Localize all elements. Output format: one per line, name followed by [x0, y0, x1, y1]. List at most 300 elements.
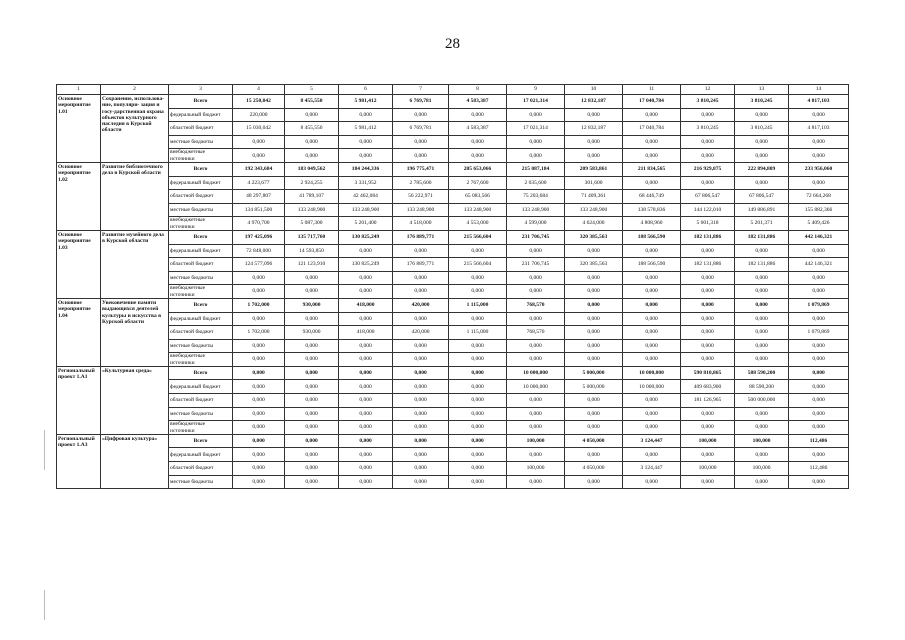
- amount-cell: 197 425,096: [233, 230, 285, 244]
- funding-source-cell: Всего: [169, 434, 233, 448]
- amount-cell: 0,000: [789, 475, 849, 489]
- amount-cell: 0,000: [449, 475, 507, 489]
- amount-cell: 0,000: [565, 298, 623, 312]
- amount-cell: 1 702,000: [233, 298, 285, 312]
- amount-cell: 0,000: [565, 244, 623, 258]
- amount-cell: 100,000: [681, 434, 735, 448]
- amount-cell: 56 222,971: [393, 190, 449, 204]
- table-row: [57, 95, 849, 109]
- amount-cell: 0,000: [393, 448, 449, 462]
- activity-name-cell: «Культурная среда»: [101, 366, 169, 434]
- amount-cell: 0,000: [449, 421, 507, 435]
- amount-cell: 134 851,500: [233, 203, 285, 217]
- funding-source-cell: внебюджетные источники: [169, 285, 233, 299]
- amount-cell: 0,000: [233, 407, 285, 421]
- amount-cell: 0,000: [565, 394, 623, 408]
- activity-name-cell: «Цифровая культура»: [101, 434, 169, 488]
- amount-cell: 0,000: [681, 421, 735, 435]
- amount-cell: 155 882,366: [789, 203, 849, 217]
- amount-cell: 4 050,000: [565, 462, 623, 476]
- amount-cell: 0,000: [285, 434, 339, 448]
- amount-cell: 0,000: [339, 448, 393, 462]
- amount-cell: 0,000: [285, 285, 339, 299]
- amount-cell: 0,000: [285, 135, 339, 149]
- amount-cell: 0,000: [623, 271, 681, 285]
- amount-cell: 5 981,412: [339, 122, 393, 136]
- amount-cell: 3 810,245: [735, 95, 789, 109]
- amount-cell: 0,000: [565, 475, 623, 489]
- amount-cell: 0,000: [735, 271, 789, 285]
- amount-cell: 0,000: [393, 462, 449, 476]
- amount-cell: 0,000: [339, 244, 393, 258]
- amount-cell: 100,000: [507, 462, 565, 476]
- amount-cell: 0,000: [789, 339, 849, 353]
- funding-source-cell: местные бюджеты: [169, 407, 233, 421]
- amount-cell: 0,000: [393, 108, 449, 122]
- amount-cell: 215 087,184: [507, 162, 565, 176]
- amount-cell: 1 702,000: [233, 326, 285, 340]
- funding-source-cell: областной бюджет: [169, 394, 233, 408]
- amount-cell: 0,000: [735, 135, 789, 149]
- activity-name-cell: Развитие библиотечного дела в Курской области: [101, 162, 169, 230]
- amount-cell: 0,000: [233, 462, 285, 476]
- amount-cell: 0,000: [449, 353, 507, 367]
- funding-source-cell: областной бюджет: [169, 122, 233, 136]
- amount-cell: 0,000: [393, 380, 449, 394]
- amount-cell: 0,000: [735, 176, 789, 190]
- amount-cell: 418,000: [339, 326, 393, 340]
- amount-cell: 65 083,566: [449, 190, 507, 204]
- amount-cell: 0,000: [735, 326, 789, 340]
- amount-cell: 0,000: [681, 339, 735, 353]
- amount-cell: 184 244,336: [339, 162, 393, 176]
- activity-name-cell: Увековечение памяти выдающихся деятелей культуры и искусства в Курской области: [101, 298, 169, 366]
- table-row: [57, 462, 849, 476]
- amount-cell: 0,000: [339, 421, 393, 435]
- amount-cell: 12 832,187: [565, 95, 623, 109]
- table-row: [57, 298, 849, 312]
- table-row: [57, 380, 849, 394]
- amount-cell: 0,000: [233, 475, 285, 489]
- amount-cell: 112,486: [789, 462, 849, 476]
- amount-cell: 3 124,447: [623, 462, 681, 476]
- table-row: [57, 230, 849, 244]
- amount-cell: 0,000: [449, 108, 507, 122]
- table-row: [57, 176, 849, 190]
- amount-cell: 231 706,745: [507, 258, 565, 272]
- amount-cell: 5 000,000: [565, 366, 623, 380]
- amount-cell: 2 035,600: [507, 176, 565, 190]
- column-number-cell: 2: [101, 85, 169, 95]
- amount-cell: 0,000: [789, 421, 849, 435]
- amount-cell: 0,000: [339, 285, 393, 299]
- amount-cell: 0,000: [285, 108, 339, 122]
- amount-cell: 320 385,563: [565, 258, 623, 272]
- table-row: [57, 326, 849, 340]
- amount-cell: 0,000: [623, 353, 681, 367]
- table-row: [57, 258, 849, 272]
- amount-cell: 0,000: [789, 407, 849, 421]
- amount-cell: 5 201,371: [735, 217, 789, 231]
- amount-cell: 0,000: [565, 407, 623, 421]
- amount-cell: 0,000: [623, 407, 681, 421]
- amount-cell: 0,000: [393, 149, 449, 163]
- table-row: [57, 271, 849, 285]
- amount-cell: 0,000: [285, 149, 339, 163]
- amount-cell: 176 889,771: [393, 230, 449, 244]
- amount-cell: 2 924,255: [285, 176, 339, 190]
- amount-cell: 0,000: [681, 312, 735, 326]
- amount-cell: 17 040,784: [623, 95, 681, 109]
- amount-cell: 0,000: [393, 475, 449, 489]
- amount-cell: 0,000: [393, 271, 449, 285]
- amount-cell: 0,000: [681, 271, 735, 285]
- amount-cell: 10 000,000: [507, 366, 565, 380]
- amount-cell: 0,000: [393, 135, 449, 149]
- amount-cell: 418,000: [339, 298, 393, 312]
- column-number-cell: 3: [169, 85, 233, 95]
- amount-cell: 588 590,200: [735, 366, 789, 380]
- amount-cell: 0,000: [623, 285, 681, 299]
- table-row: [57, 203, 849, 217]
- funding-source-cell: местные бюджеты: [169, 271, 233, 285]
- amount-cell: 0,000: [681, 244, 735, 258]
- amount-cell: 768,570: [507, 298, 565, 312]
- activity-status-cell: Основное мероприятие 1.01: [57, 95, 101, 163]
- amount-cell: 0,000: [681, 149, 735, 163]
- amount-cell: 0,000: [623, 244, 681, 258]
- amount-cell: 0,000: [565, 271, 623, 285]
- amount-cell: 5 201,400: [339, 217, 393, 231]
- column-number-cell: 5: [285, 85, 339, 95]
- amount-cell: 12 832,187: [565, 122, 623, 136]
- amount-cell: 2 785,600: [393, 176, 449, 190]
- amount-cell: 0,000: [735, 353, 789, 367]
- amount-cell: 0,000: [681, 298, 735, 312]
- amount-cell: 8 455,550: [285, 95, 339, 109]
- activity-status-cell: Основное мероприятие 1.03: [57, 230, 101, 298]
- amount-cell: 0,000: [285, 394, 339, 408]
- amount-cell: 590 810,865: [681, 366, 735, 380]
- amount-cell: 0,000: [507, 394, 565, 408]
- amount-cell: 0,000: [339, 271, 393, 285]
- funding-source-cell: федеральный бюджет: [169, 380, 233, 394]
- amount-cell: 0,000: [735, 244, 789, 258]
- amount-cell: 0,000: [681, 326, 735, 340]
- funding-source-cell: Всего: [169, 95, 233, 109]
- table-row: [57, 421, 849, 435]
- amount-cell: 75 203,684: [507, 190, 565, 204]
- column-number-cell: 9: [507, 85, 565, 95]
- amount-cell: 222 894,809: [735, 162, 789, 176]
- amount-cell: 4 808,960: [623, 217, 681, 231]
- funding-source-cell: внебюджетные источники: [169, 421, 233, 435]
- amount-cell: 0,000: [507, 108, 565, 122]
- amount-cell: 41 789,107: [285, 190, 339, 204]
- amount-cell: 130 825,249: [339, 258, 393, 272]
- amount-cell: 6 769,781: [393, 122, 449, 136]
- amount-cell: 0,000: [507, 475, 565, 489]
- amount-cell: 0,000: [735, 421, 789, 435]
- activity-name-cell: Развитие музейного дела в Курской области: [101, 230, 169, 298]
- amount-cell: 0,000: [789, 380, 849, 394]
- amount-cell: 4 050,000: [565, 434, 623, 448]
- amount-cell: 0,000: [507, 353, 565, 367]
- amount-cell: 0,000: [735, 149, 789, 163]
- amount-cell: 0,000: [681, 176, 735, 190]
- amount-cell: 0,000: [565, 353, 623, 367]
- amount-cell: 0,000: [507, 407, 565, 421]
- funding-source-cell: местные бюджеты: [169, 475, 233, 489]
- amount-cell: 209 583,861: [565, 162, 623, 176]
- amount-cell: 88 590,200: [735, 380, 789, 394]
- column-number-cell: 8: [449, 85, 507, 95]
- amount-cell: 0,000: [449, 380, 507, 394]
- amount-cell: 0,000: [449, 434, 507, 448]
- amount-cell: 124 577,096: [233, 258, 285, 272]
- amount-cell: 182 131,886: [681, 258, 735, 272]
- amount-cell: 121 123,910: [285, 258, 339, 272]
- amount-cell: 0,000: [735, 475, 789, 489]
- amount-cell: 5 981,412: [339, 95, 393, 109]
- amount-cell: 1 079,869: [789, 298, 849, 312]
- amount-cell: 0,000: [735, 312, 789, 326]
- amount-cell: 0,000: [339, 149, 393, 163]
- amount-cell: 0,000: [735, 448, 789, 462]
- amount-cell: 215 566,604: [449, 258, 507, 272]
- amount-cell: 182 131,886: [735, 230, 789, 244]
- amount-cell: 220,000: [233, 108, 285, 122]
- column-number-cell: 4: [233, 85, 285, 95]
- amount-cell: 4 817,103: [789, 95, 849, 109]
- amount-cell: 0,000: [339, 394, 393, 408]
- amount-cell: 0,000: [789, 285, 849, 299]
- amount-cell: 0,000: [789, 108, 849, 122]
- amount-cell: 0,000: [507, 149, 565, 163]
- amount-cell: 0,000: [285, 353, 339, 367]
- amount-cell: 100,000: [681, 462, 735, 476]
- amount-cell: 442 146,321: [789, 258, 849, 272]
- amount-cell: 0,000: [623, 312, 681, 326]
- amount-cell: 72 848,000: [233, 244, 285, 258]
- amount-cell: 3 124,447: [623, 434, 681, 448]
- amount-cell: 1 115,000: [449, 298, 507, 312]
- amount-cell: 420,000: [393, 298, 449, 312]
- amount-cell: 0,000: [233, 448, 285, 462]
- budget-table: [56, 84, 849, 489]
- amount-cell: 4 970,700: [233, 217, 285, 231]
- page-number: 28: [445, 36, 460, 52]
- amount-cell: 0,000: [449, 135, 507, 149]
- amount-cell: 0,000: [565, 326, 623, 340]
- amount-cell: 6 769,781: [393, 95, 449, 109]
- amount-cell: 0,000: [507, 285, 565, 299]
- amount-cell: 0,000: [449, 339, 507, 353]
- amount-cell: 0,000: [449, 462, 507, 476]
- amount-cell: 0,000: [393, 407, 449, 421]
- funding-source-cell: Всего: [169, 230, 233, 244]
- amount-cell: 130 825,249: [339, 230, 393, 244]
- table-row: [57, 108, 849, 122]
- amount-cell: 0,000: [449, 285, 507, 299]
- amount-cell: 0,000: [681, 475, 735, 489]
- table-row: [57, 339, 849, 353]
- amount-cell: 233 956,060: [789, 162, 849, 176]
- amount-cell: 0,000: [233, 339, 285, 353]
- amount-cell: 0,000: [449, 149, 507, 163]
- amount-cell: 930,000: [285, 298, 339, 312]
- amount-cell: 0,000: [789, 353, 849, 367]
- amount-cell: 0,000: [681, 285, 735, 299]
- amount-cell: 0,000: [565, 135, 623, 149]
- amount-cell: 0,000: [285, 312, 339, 326]
- amount-cell: 133 248,900: [507, 203, 565, 217]
- amount-cell: 205 653,066: [449, 162, 507, 176]
- amount-cell: 0,000: [789, 394, 849, 408]
- amount-cell: 17 021,314: [507, 122, 565, 136]
- amount-cell: 0,000: [449, 394, 507, 408]
- table-row: [57, 448, 849, 462]
- amount-cell: 211 834,565: [623, 162, 681, 176]
- amount-cell: 133 248,900: [393, 203, 449, 217]
- amount-cell: 0,000: [285, 271, 339, 285]
- amount-cell: 67 806,547: [735, 190, 789, 204]
- amount-cell: 3 810,245: [681, 122, 735, 136]
- amount-cell: 0,000: [449, 271, 507, 285]
- amount-cell: 100,000: [735, 462, 789, 476]
- table-row: [57, 394, 849, 408]
- amount-cell: 231 706,745: [507, 230, 565, 244]
- funding-source-cell: федеральный бюджет: [169, 312, 233, 326]
- amount-cell: 0,000: [681, 448, 735, 462]
- amount-cell: 0,000: [233, 135, 285, 149]
- amount-cell: 0,000: [233, 285, 285, 299]
- amount-cell: 0,000: [233, 271, 285, 285]
- amount-cell: 0,000: [623, 339, 681, 353]
- amount-cell: 216 929,875: [681, 162, 735, 176]
- amount-cell: 112,486: [789, 434, 849, 448]
- amount-cell: 0,000: [285, 475, 339, 489]
- amount-cell: 0,000: [449, 407, 507, 421]
- amount-cell: 5 000,000: [565, 380, 623, 394]
- amount-cell: 0,000: [339, 353, 393, 367]
- amount-cell: 0,000: [507, 244, 565, 258]
- amount-cell: 409 683,900: [681, 380, 735, 394]
- amount-cell: 930,000: [285, 326, 339, 340]
- column-number-cell: 10: [565, 85, 623, 95]
- funding-source-cell: областной бюджет: [169, 326, 233, 340]
- amount-cell: 0,000: [339, 108, 393, 122]
- amount-cell: 0,000: [623, 326, 681, 340]
- amount-cell: 0,000: [789, 176, 849, 190]
- column-number-cell: 1: [57, 85, 101, 95]
- funding-source-cell: внебюджетные источники: [169, 353, 233, 367]
- amount-cell: 0,000: [507, 448, 565, 462]
- funding-source-cell: федеральный бюджет: [169, 108, 233, 122]
- amount-cell: 72 664,268: [789, 190, 849, 204]
- table-row: [57, 366, 849, 380]
- amount-cell: 0,000: [623, 475, 681, 489]
- amount-cell: 144 122,010: [681, 203, 735, 217]
- amount-cell: 0,000: [285, 380, 339, 394]
- amount-cell: 4 583,387: [449, 122, 507, 136]
- amount-cell: 0,000: [285, 407, 339, 421]
- amount-cell: 0,000: [789, 135, 849, 149]
- amount-cell: 0,000: [623, 108, 681, 122]
- amount-cell: 0,000: [789, 312, 849, 326]
- activity-status-cell: Основное мероприятие 1.02: [57, 162, 101, 230]
- funding-source-cell: федеральный бюджет: [169, 176, 233, 190]
- table-row: [57, 285, 849, 299]
- amount-cell: 4 223,677: [233, 176, 285, 190]
- amount-cell: 0,000: [565, 448, 623, 462]
- amount-cell: 0,000: [623, 298, 681, 312]
- table-row: [57, 122, 849, 136]
- amount-cell: 192 343,684: [233, 162, 285, 176]
- amount-cell: 4 817,103: [789, 122, 849, 136]
- amount-cell: 0,000: [285, 421, 339, 435]
- amount-cell: 149 886,891: [735, 203, 789, 217]
- table-row: [57, 190, 849, 204]
- amount-cell: 0,000: [285, 448, 339, 462]
- amount-cell: 0,000: [789, 366, 849, 380]
- column-number-cell: 11: [623, 85, 681, 95]
- amount-cell: 0,000: [507, 339, 565, 353]
- funding-source-cell: областной бюджет: [169, 462, 233, 476]
- amount-cell: 182 131,886: [735, 258, 789, 272]
- amount-cell: 0,000: [735, 298, 789, 312]
- amount-cell: 0,000: [789, 448, 849, 462]
- amount-cell: 0,000: [565, 149, 623, 163]
- table-row: [57, 353, 849, 367]
- amount-cell: 0,000: [339, 434, 393, 448]
- amount-cell: 3 810,245: [681, 95, 735, 109]
- amount-cell: 68 446,749: [623, 190, 681, 204]
- amount-cell: 3 331,952: [339, 176, 393, 190]
- amount-cell: 0,000: [507, 312, 565, 326]
- amount-cell: 0,000: [393, 366, 449, 380]
- amount-cell: 0,000: [233, 394, 285, 408]
- amount-cell: 3 810,245: [735, 122, 789, 136]
- amount-cell: 182 131,886: [681, 230, 735, 244]
- amount-cell: 320 385,563: [565, 230, 623, 244]
- amount-cell: 0,000: [681, 353, 735, 367]
- amount-cell: 0,000: [393, 353, 449, 367]
- amount-cell: 0,000: [789, 244, 849, 258]
- funding-source-cell: областной бюджет: [169, 258, 233, 272]
- amount-cell: 0,000: [285, 339, 339, 353]
- funding-source-cell: местные бюджеты: [169, 339, 233, 353]
- amount-cell: 0,000: [565, 285, 623, 299]
- amount-cell: 10 000,000: [507, 380, 565, 394]
- amount-cell: 0,000: [789, 271, 849, 285]
- amount-cell: 0,000: [339, 475, 393, 489]
- amount-cell: 0,000: [681, 407, 735, 421]
- amount-cell: 4 599,000: [507, 217, 565, 231]
- amount-cell: 17 040,784: [623, 122, 681, 136]
- amount-cell: 0,000: [339, 380, 393, 394]
- amount-cell: 0,000: [507, 271, 565, 285]
- funding-source-cell: федеральный бюджет: [169, 448, 233, 462]
- amount-cell: 0,000: [233, 312, 285, 326]
- amount-cell: 0,000: [393, 339, 449, 353]
- amount-cell: 0,000: [233, 366, 285, 380]
- funding-source-cell: внебюджетные источники: [169, 217, 233, 231]
- amount-cell: 0,000: [285, 462, 339, 476]
- amount-cell: 0,000: [565, 421, 623, 435]
- amount-cell: 5 087,300: [285, 217, 339, 231]
- amount-cell: 133 248,900: [565, 203, 623, 217]
